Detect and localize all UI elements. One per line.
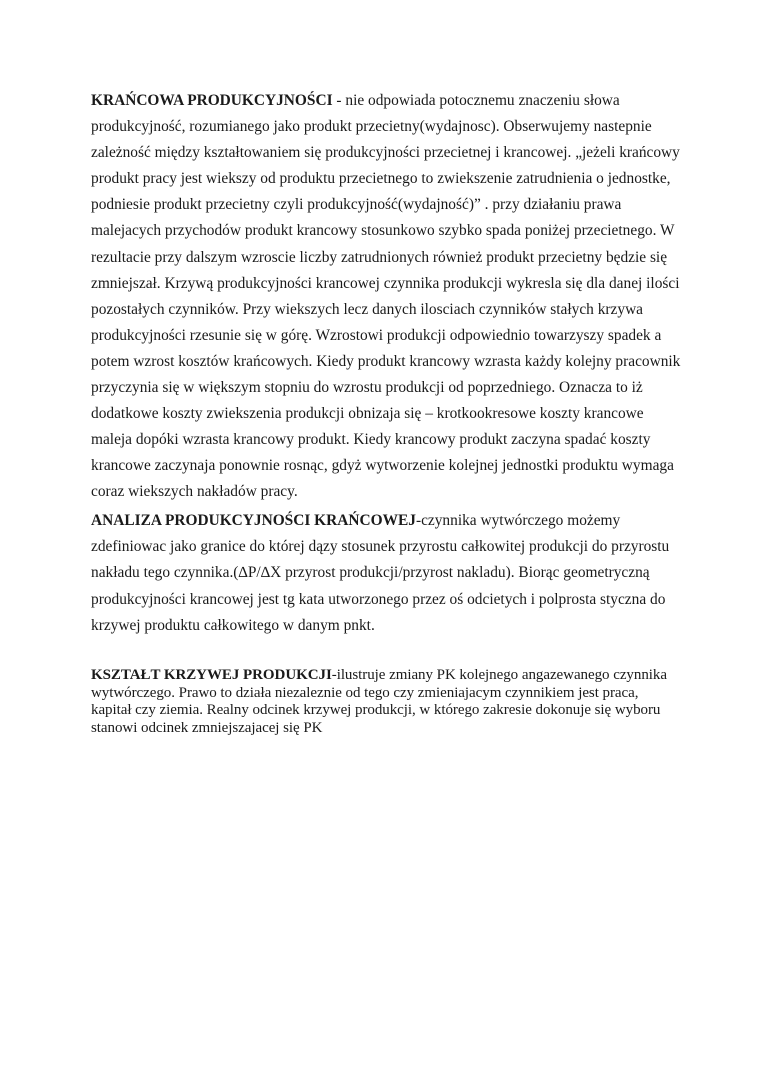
section-heading-marginal-productivity: KRAŃCOWA PRODUKCYJNOŚCI — [91, 92, 333, 109]
section-production-curve-shape — [91, 667, 681, 737]
section-heading-analysis: ANALIZA PRODUKCYJNOŚCI KRAŃCOWEJ — [91, 512, 416, 529]
section-body-curve-shape: -ilustruje zmiany PK kolejnego angazewanego czynnika wytwórczego. Prawo to działa niezalezniе od tego czy zmieniajacym czynnikiem jest praca, kapitał czy ziemia. Realny odcinek krzywej produkcji, w którego zakresie dokonuje się wyboru stanowi odcinek zmniejszajacej się PK — [91, 667, 667, 736]
section-body-marginal-productivity: - nie odpowiada potocznemu znaczeniu słowa produkcyjność, rozumianego jako produkt przecietny(wydajnosc). Obserwujemy nastepnie zależność między kształtowaniem się produkcyjności przecietnej i krancowej. „jeżeli krańcowy produkt pracy jest wiekszy od produktu przecietnego to zwiekszenie zatrudnienia o jednostke, podniesie produkt przecietny czyli produkcyjność(wydajność)” . przy działaniu prawa malejacych przychodów produkt krancowy stosunkowo szybko spada poniżej przecietnego. W rezultacie przy dalszym wzroscie liczby zatrudnionych również produkt przecietny będzie się zmniejszał. Krzywą produkcyjności krancowej czynnika produkcji wykresla się dla danej ilości pozostałych czynników. Przy wiekszych lecz danych ilosciach czynników stałych krzywa produkcyjności rzesunie się w górę. Wzrostowi produkcji odpowiednio towarzyszy spadek a potem wzrost kosztów krańcowych. Kiedy produkt krancowy wzrasta każdy kolejny pracownik przyczynia się w większym stopniu do wzrostu produkcji od poprzedniego. Oznacza to iż dodatkowe koszty zwiekszenia produkcji obnizaja się – krotkookresowe koszty krancowe maleja dopóki wzrasta krancowy produkt. Kiedy krancowy produkt zaczyna spadać koszty krancowe zaczynaja ponownie rosnąc, gdyż wytworzenie kolejnej jednostki produktu wymaga coraz wiekszych nakładów pracy. — [91, 92, 681, 501]
section-marginal-productivity — [91, 88, 681, 506]
section-heading-curve-shape: KSZTAŁT KRZYWEJ PRODUKCJI — [91, 667, 332, 683]
section-marginal-productivity-analysis — [91, 508, 681, 639]
section-body-analysis: -czynnika wytwórczego możemy zdefiniowac jako granice do której dązy stosunek przyrostu całkowitej produkcji do przyrostu nakładu tego czynnika.(∆P/∆X przyrost produkcji/przyrost nakladu). Biorąc geometryczną produkcyjności krancowej jest tg kata utworzonego przez oś odcietych i polprosta styczna do krzywej produktu całkowitego w danym pnkt. — [91, 512, 670, 634]
